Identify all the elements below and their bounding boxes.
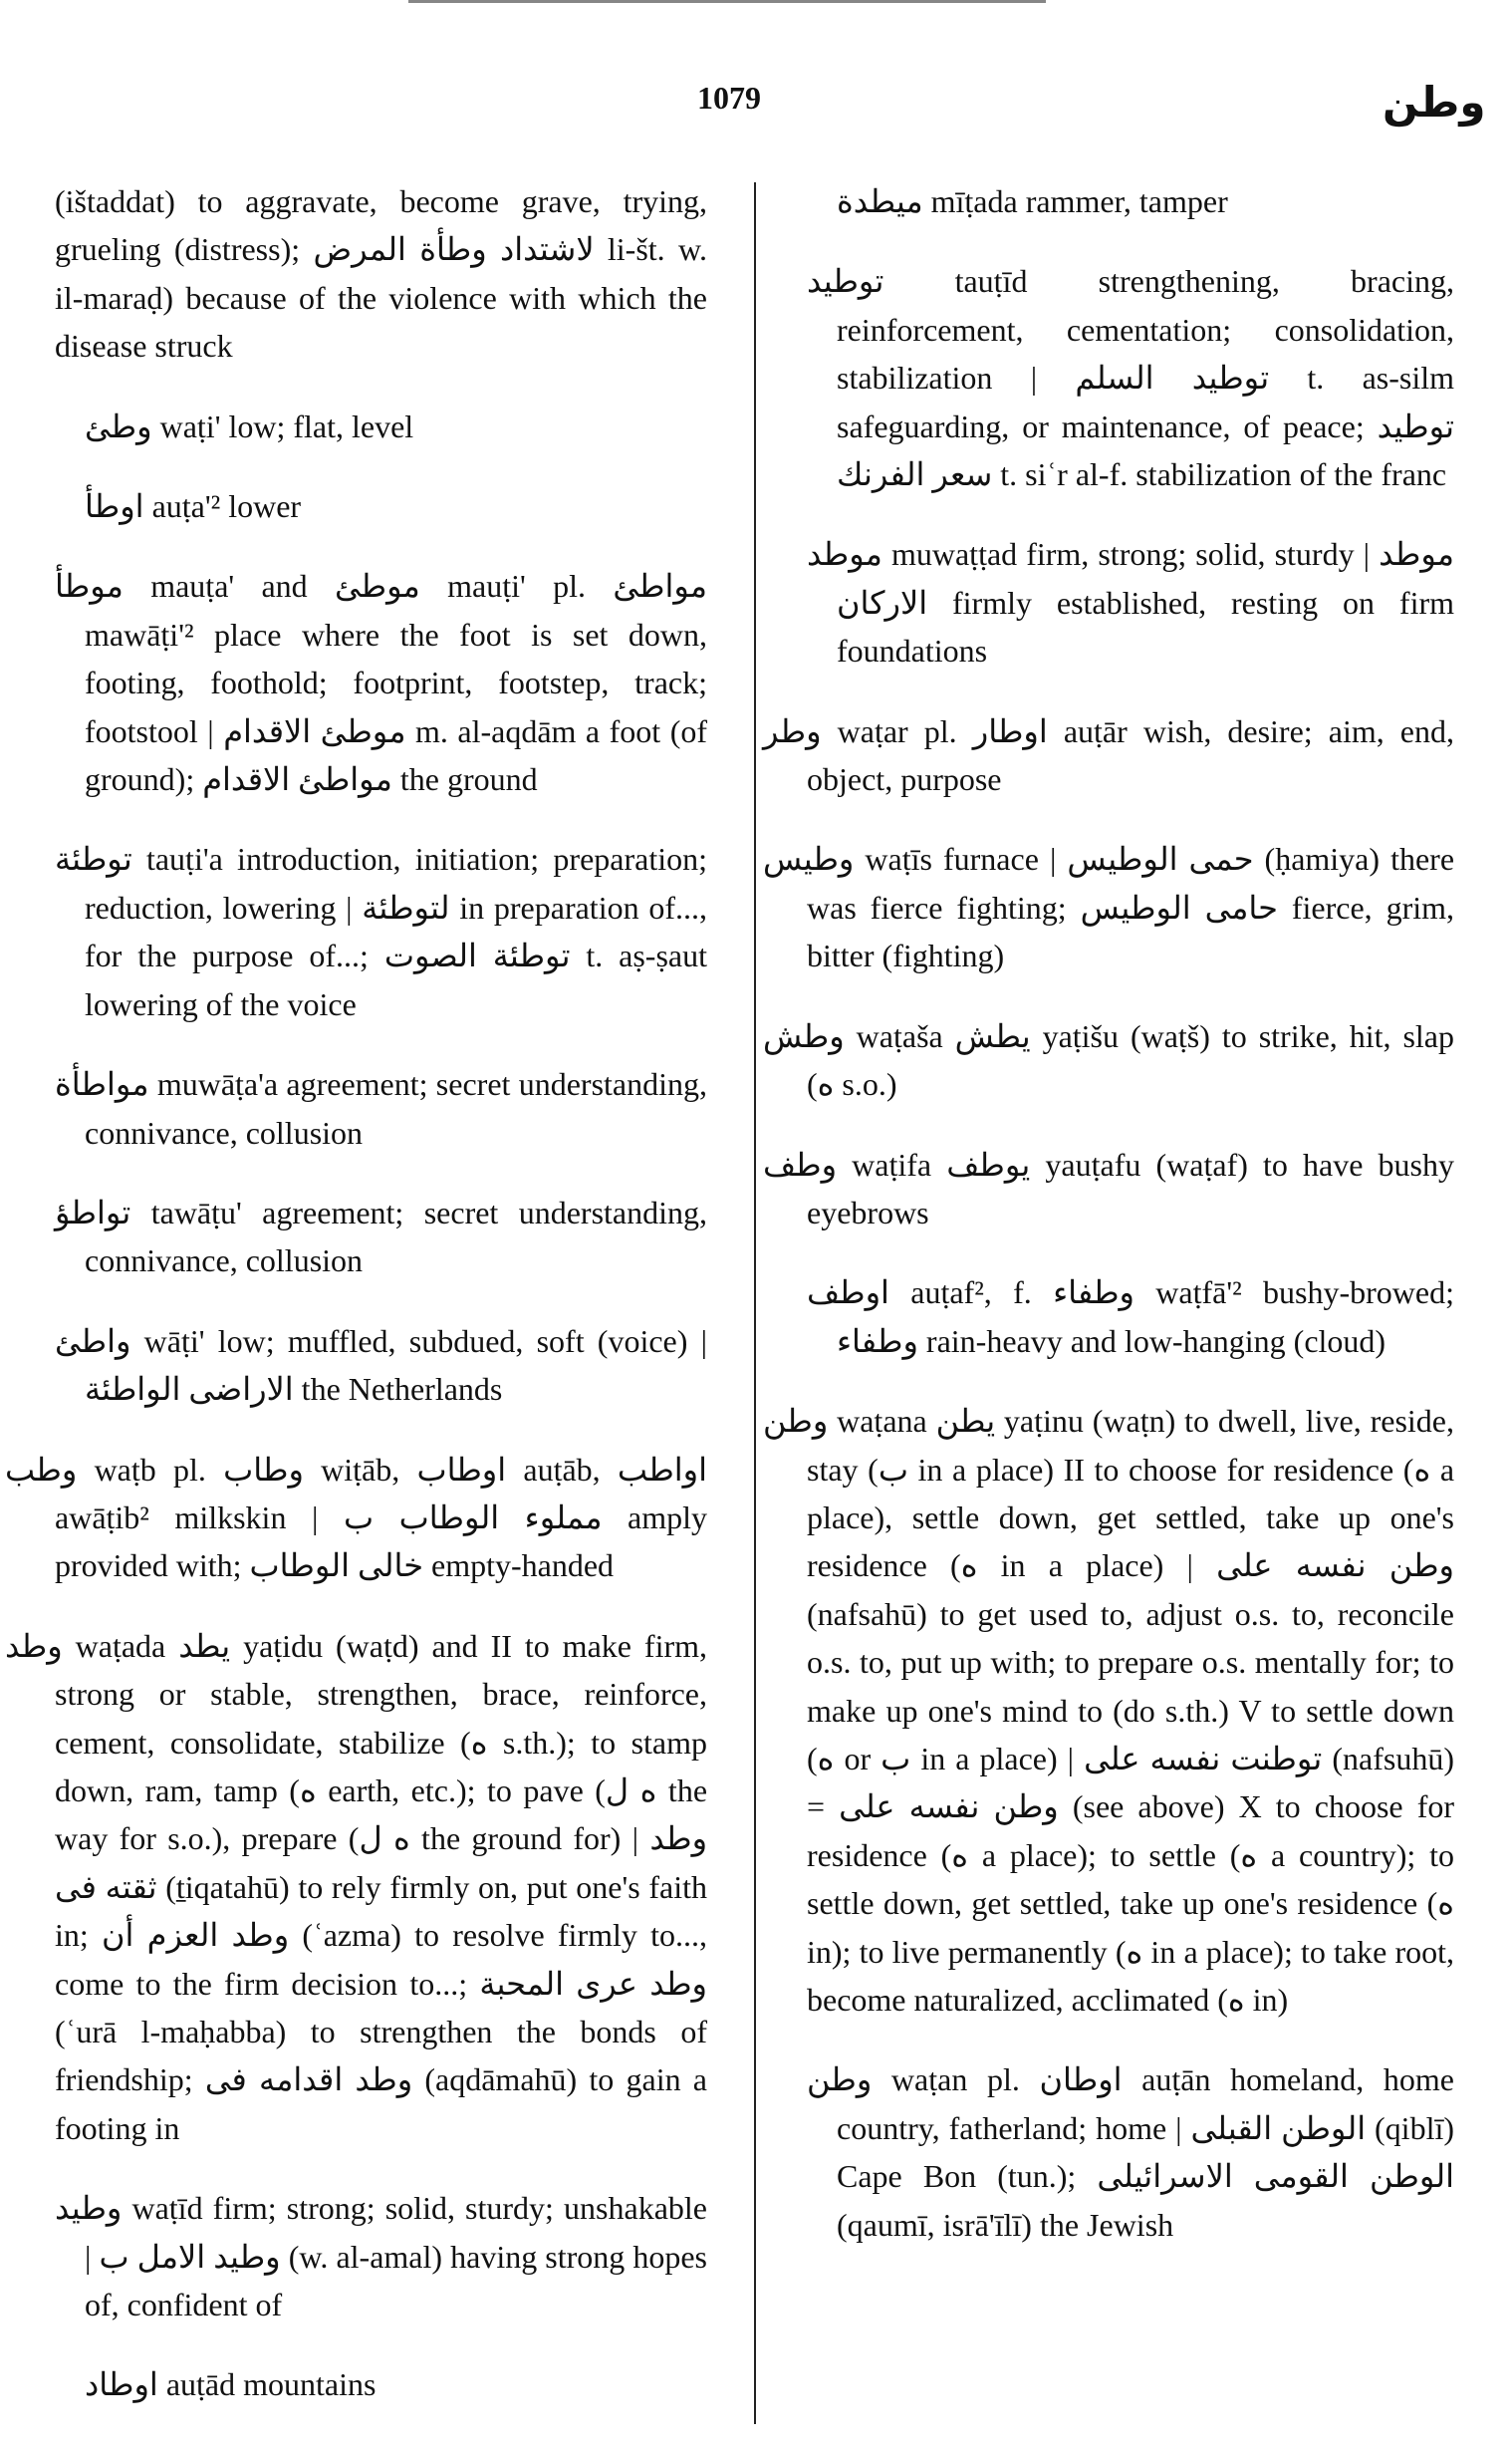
left-column [5,177,708,2426]
entry-paragraph: وطش waṭaša يطش yaṭišu (waṭš) to strike, hit, slap (ه s.o.) [763,1017,1455,1103]
entry-paragraph: (ištaddat) to aggravate, become grave, trying, grueling (distress); لاشتداد وطأة المرض li-št. w. il-maraḍ) because of the violence with which the disease struck [55,183,708,365]
entry-paragraph: وطر waṭar pl. اوطار auṭār wish, desire; aim, end, object, purpose [763,712,1455,798]
entry-paragraph: مواطأة muwāṭa'a agreement; secret understanding, connivance, collusion [55,1066,707,1151]
entry-paragraph: وطئ waṭi' low; flat, level [85,408,414,444]
entry-paragraph: اوطاد auṭād mountains [85,2366,377,2403]
entry-paragraph: موطد muwaṭṭad firm, strong; solid, sturdy | موطد الاركان firmly established, resting on firm foundations [807,536,1454,670]
entry-paragraph: توطيد tauṭīd strengthening, bracing, reinforcement, cementation; consolidation, stabilization | توطيد السلم t. as-silm safeguarding, or maintenance, of peace; توطيد سعر الفرنك t. siʿr al-f. stabilization of the franc [807,263,1455,493]
entry-paragraph: وطيس waṭīs furnace | حمى الوطيس (ḥamiya) there was fierce fighting; حامى الوطيس fierce, grim, bitter (fighting) [763,841,1455,974]
entry-paragraph: وطن waṭan pl. اوطان auṭān homeland, home country, fatherland; home | الوطن القبلى (qiblī) Cape Bon (tun.); الوطن القومى الاسرائيلى (qaumī, isrā'īlī) the Jewish [807,2061,1455,2243]
entry-paragraph: تواطؤ tawāṭu' agreement; secret understanding, connivance, collusion [55,1194,707,1279]
entry-paragraph: توطئة tauṭi'a introduction, initiation; preparation; reduction, lowering | لتوطئة in preparation of..., for the purpose of...; توطئة الصوت t. aṣ-ṣaut lowering of the voice [55,841,708,1022]
entry-paragraph: اوطأ auṭa'² lower [85,488,302,525]
entry-paragraph: ميطدة mīṭada rammer, tamper [837,183,1228,219]
entry-paragraph: وطيد waṭīd firm; strong; solid, sturdy; unshakable | وطيد الامل ب (w. al-amal) having strong hopes of, confident of [55,2190,708,2323]
entry-paragraph: واطئ wāṭi' low; muffled, subdued, soft (voice) | الاراضى الواطئة the Netherlands [55,1322,707,1408]
running-head-word: وطن [1383,78,1486,127]
page-number: 1079 [697,80,761,116]
entry-paragraph: موطأ mauṭa' and موطئ mauṭi' pl. مواطئ mawāṭi'² place where the foot is set down, footing, foothold; footprint, footstep, track; footstool | موطئ الاقدام m. al-aqdām a foot (of ground); مواطئ الاقدام the ground [55,568,708,798]
column-divider [754,182,756,2424]
entry-paragraph: اوطف auṭaf², f. وطفاء waṭfā'² bushy-browed; وطفاء rain-heavy and low-hanging (cloud) [807,1274,1454,1359]
entry-paragraph: وطد waṭada يطد yaṭidu (waṭd) and II to make firm, strong or stable, strengthen, brace, reinforce, cement, consolidate, stabilize (ه s.th.); to stamp down, ram, tamp (ه earth, etc.); to pave (ه ل the way for s.o.), prepare (ه ل the ground for) | وطد ثقته فى (ṯiqatahū) to rely firmly on, put one's faith in; وطد العزم أن (ʿazma) to resolve firmly to..., come to the firm decision to...; وطد عرى المحبة (ʿurā l-maḥabba) to strengthen the bonds of friendship; وطد اقدامه فى (aqdāmahū) to gain a footing in [5,1627,708,2146]
entry-paragraph: وطن waṭana يطن yaṭinu (waṭn) to dwell, live, reside, stay (ب in a place) II to choose for residence (ه a place), settle down, get settled, take up one's residence (ه in a place) | وطن نفسه على (nafsahū) to get used to, adjust o.s. to, reconcile o.s. to, put up with; to prepare o.s. mentally for; to make up one's mind to (do s.th.) V to settle down (ه or ب in a place) | توطنت نفسه على (nafsuhū) = وطن نفسه على (see above) X to choose for residence (ه a place); to settle (ه a country); to settle down, get settled, take up one's residence (ه in); to live permanently (ه in a place); to take root, become naturalized, acclimated (ه in) [763,1403,1455,2018]
entry-paragraph: وطب waṭb pl. وطاب wiṭāb, اوطاب auṭāb, اواطب awāṭib² milkskin | مملوء الوطاب ب amply provided with; خالى الوطاب empty-handed [5,1451,708,1584]
right-column [763,177,1455,2266]
top-edge-line [408,0,1046,3]
entry-paragraph: وطف waṭifa يوطف yauṭafu (waṭaf) to have bushy eyebrows [763,1146,1455,1230]
